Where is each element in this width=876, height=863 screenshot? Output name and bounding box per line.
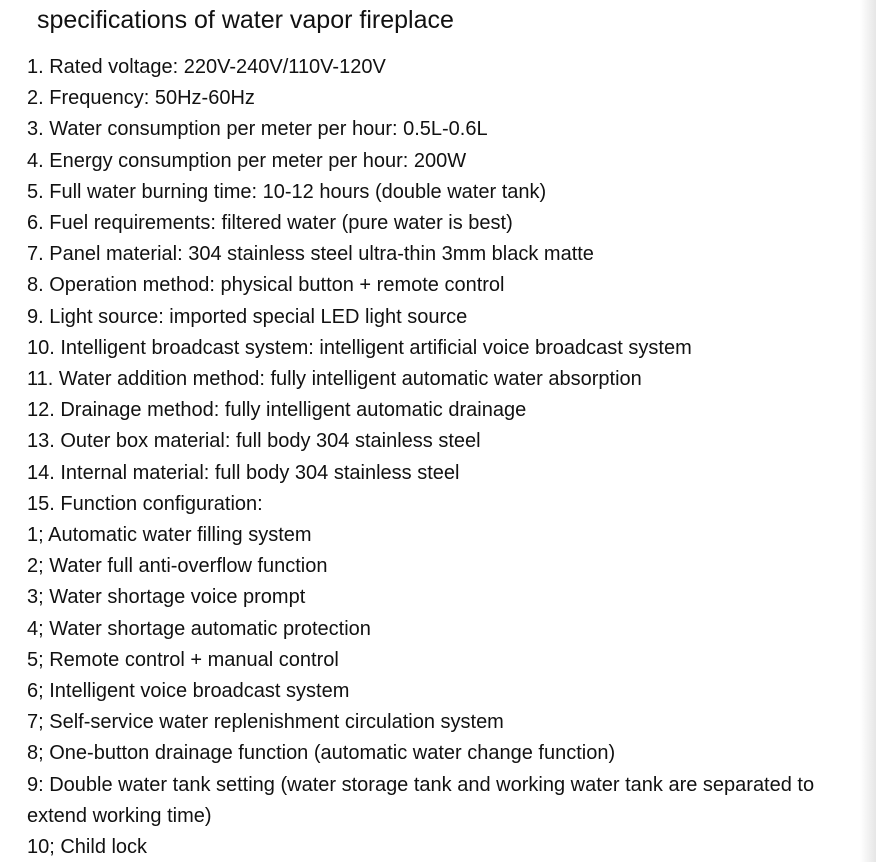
spec-line: 3. Water consumption per meter per hour: 0.5L-0.6L: [27, 118, 488, 141]
function-line: 7; Self-service water replenishment circulation system: [27, 711, 504, 734]
function-line: 1; Automatic water filling system: [27, 524, 312, 547]
spec-line: 9. Light source: imported special LED light source: [27, 305, 468, 328]
document-title: specifications of water vapor fireplace: [37, 6, 454, 34]
spec-line: 5. Full water burning time: 10-12 hours (double water tank): [27, 180, 547, 203]
function-line: 4; Water shortage automatic protection: [27, 617, 371, 640]
spec-line: 6. Fuel requirements: filtered water (pure water is best): [27, 212, 513, 235]
spec-line: 1. Rated voltage: 220V-240V/110V-120V: [27, 56, 386, 78]
spec-line: 13. Outer box material: full body 304 stainless steel: [27, 430, 481, 453]
function-line: 8; One-button drainage function (automatic water change function): [27, 742, 616, 765]
spec-line: 10. Intelligent broadcast system: intelligent artificial voice broadcast system: [27, 336, 692, 359]
function-line: 6; Intelligent voice broadcast system: [27, 680, 350, 703]
spec-line: 11. Water addition method: fully intelligent automatic water absorption: [27, 368, 642, 391]
function-line: 3; Water shortage voice prompt: [27, 586, 306, 609]
function-line: 9: Double water tank setting (water storage tank and working water tank are separated to extend working time): [27, 773, 815, 827]
function-line: 5; Remote control + manual control: [27, 648, 339, 671]
spec-line: 8. Operation method: physical button + remote control: [27, 274, 505, 297]
function-line: 2; Water full anti-overflow function: [27, 555, 328, 578]
spec-line: 4. Energy consumption per meter per hour: 200W: [27, 149, 467, 172]
function-line: 10; Child lock: [27, 836, 148, 859]
spec-line: 12. Drainage method: fully intelligent automatic drainage: [27, 399, 527, 422]
spec-line: 7. Panel material: 304 stainless steel ultra-thin 3mm black matte: [27, 243, 594, 266]
spec-line: 2. Frequency: 50Hz-60Hz: [27, 87, 255, 110]
spec-list: [27, 52, 867, 863]
spec-line: 14. Internal material: full body 304 stainless steel: [27, 461, 460, 484]
spec-line: 15. Function configuration:: [27, 492, 263, 515]
